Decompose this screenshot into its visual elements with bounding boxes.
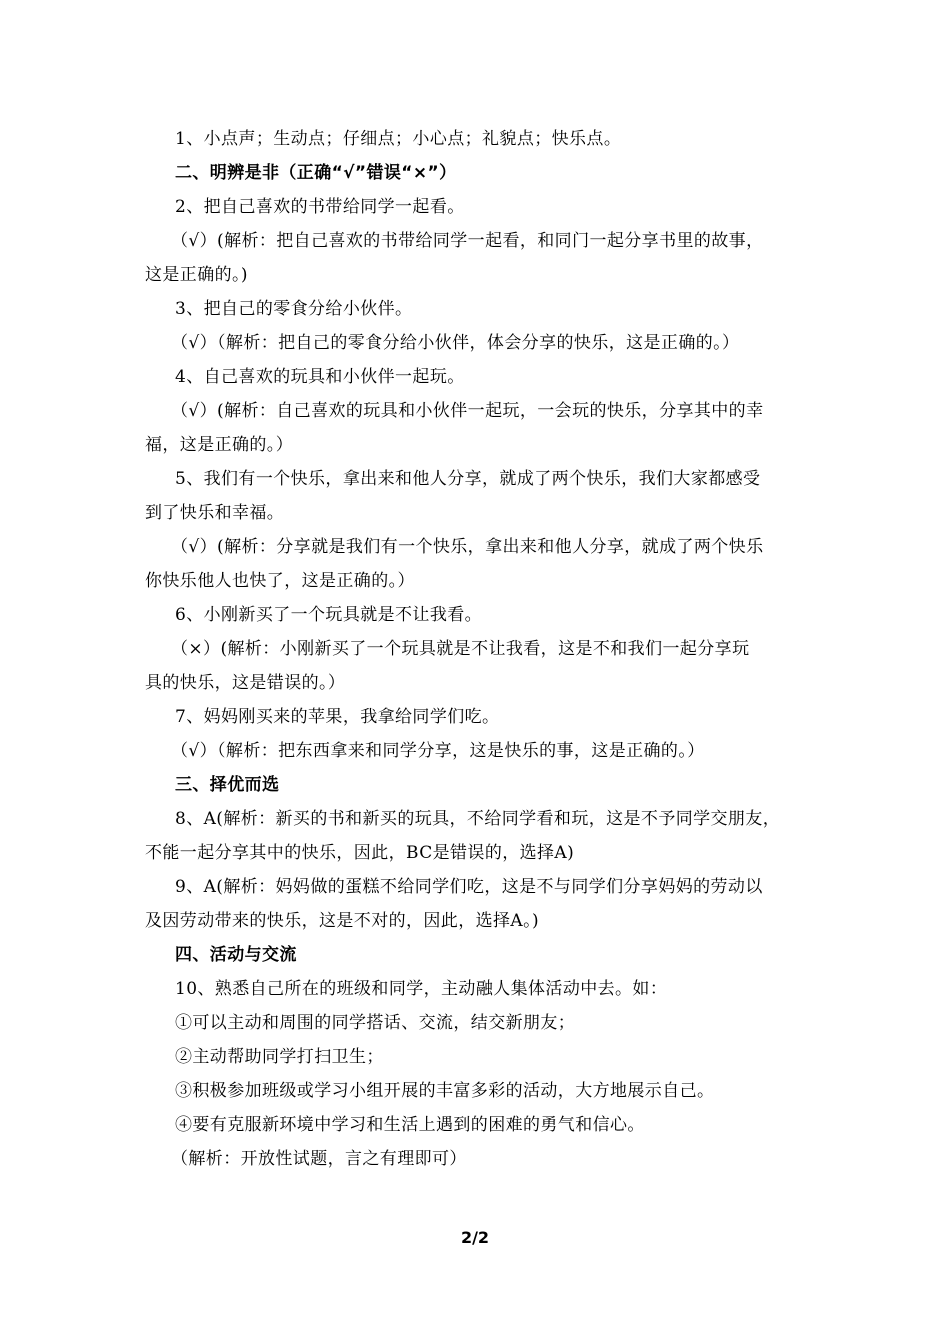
answer-9-line-1: 9、A(解析：妈妈做的蛋糕不给同学们吃，这是不与同学们分享妈妈的劳动以 [175,877,763,897]
answer-8-line-2: 不能一起分享其中的快乐，因此，BC是错误的，选择A) [145,843,575,863]
answer-8-line-1: 8、A(解析：新买的书和新买的玩具，不给同学看和玩，这是不予同学交朋友， [175,809,781,829]
question-6: 6、小刚新买了一个玩具就是不让我看。 [175,605,483,625]
answer-2-line-2: 这是正确的。) [145,265,248,285]
answer-10-item-2: ②主动帮助同学打扫卫生； [175,1047,384,1067]
question-2: 2、把自己喜欢的书带给同学一起看。 [175,197,465,217]
section-heading-activity: 四、活动与交流 [175,945,297,965]
question-5-line-2: 到了快乐和幸福。 [145,503,285,523]
answer-6-line-2: 具的快乐，这是错误的。） [145,673,346,693]
question-5-line-1: 5、我们有一个快乐，拿出来和他人分享，就成了两个快乐，我们大家都感受 [175,469,761,489]
answer-9-line-2: 及因劳动带来的快乐，这是不对的，因此，选择A。) [145,911,540,931]
answer-6-line-1: （×）(解析：小刚新买了一个玩具就是不让我看，这是不和我们一起分享玩 [171,639,750,659]
answer-line-1: 1、小点声；生动点；仔细点；小心点；礼貌点；快乐点。 [175,129,622,149]
page-number: 2/2 [460,1228,490,1247]
answer-2-line-1: （√）(解析：把自己喜欢的书带给同学一起看，和同门一起分享书里的故事， [171,231,764,251]
answer-10-note: （解析：开放性试题，言之有理即可） [171,1149,467,1169]
question-7: 7、妈妈刚买来的苹果，我拿给同学们吃。 [175,707,500,727]
answer-10-item-4: ④要有克服新环境中学习和生活上遇到的困难的勇气和信心。 [175,1115,645,1135]
section-heading-choice: 三、择优而选 [175,775,280,795]
answer-5-line-1: （√）(解析：分享就是我们有一个快乐，拿出来和他人分享，就成了两个快乐 [171,537,764,557]
question-10: 10、熟悉自己所在的班级和同学，主动融人集体活动中去。如： [175,979,668,999]
question-3: 3、把自己的零食分给小伙伴。 [175,299,413,319]
document-body [145,122,810,1176]
question-4: 4、自己喜欢的玩具和小伙伴一起玩。 [175,367,465,387]
answer-7: （√）（解析：把东西拿来和同学分享，这是快乐的事，这是正确的。） [171,741,705,761]
answer-4-line-2: 福，这是正确的。） [145,435,294,455]
answer-10-item-3: ③积极参加班级或学习小组开展的丰富多彩的活动，大方地展示自己。 [175,1081,715,1101]
section-heading-true-false: 二、明辨是非（正确“√”错误“×”） [175,163,457,183]
answer-3: （√）（解析：把自己的零食分给小伙伴，体会分享的快乐，这是正确的。） [171,333,740,353]
answer-4-line-1: （√）(解析：自己喜欢的玩具和小伙伴一起玩，一会玩的快乐，分享其中的幸 [171,401,764,421]
answer-10-item-1: ①可以主动和周围的同学搭话、交流，结交新朋友； [175,1013,576,1033]
answer-5-line-2: 你快乐他人也快了，这是正确的。） [145,571,415,591]
